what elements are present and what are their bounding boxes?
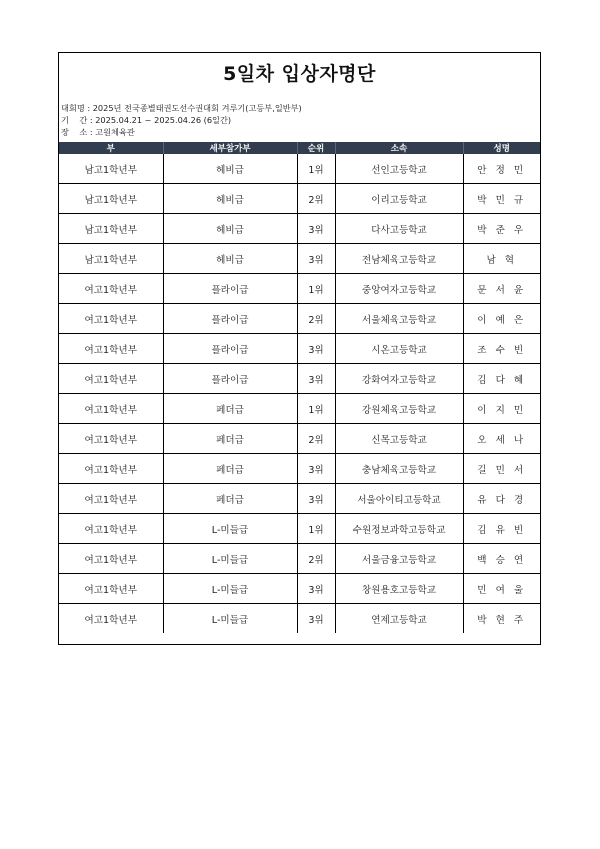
cell-weight-class: 페더급	[163, 424, 297, 454]
table-row	[59, 394, 540, 424]
cell-weight-class: L-미들급	[163, 544, 297, 574]
column-header-school: 소속	[335, 142, 463, 154]
cell-weight-class: 페더급	[163, 394, 297, 424]
cell-school: 서울금융고등학교	[335, 544, 463, 574]
cell-division: 여고1학년부	[59, 484, 163, 514]
event-venue-value: 고원체육관	[95, 127, 135, 137]
cell-name: 길 민 서	[463, 454, 540, 484]
cell-rank: 2위	[297, 544, 335, 574]
cell-name: 안 정 민	[463, 154, 540, 184]
cell-name: 이 지 민	[463, 394, 540, 424]
table-row	[59, 484, 540, 514]
cell-school: 선인고등학교	[335, 154, 463, 184]
cell-division: 남고1학년부	[59, 184, 163, 214]
cell-division: 여고1학년부	[59, 424, 163, 454]
table-row	[59, 304, 540, 334]
cell-division: 남고1학년부	[59, 244, 163, 274]
results-table-header	[59, 142, 540, 154]
cell-weight-class: 플라이급	[163, 274, 297, 304]
cell-rank: 1위	[297, 274, 335, 304]
cell-weight-class: 헤비급	[163, 214, 297, 244]
event-info	[59, 102, 540, 138]
cell-division: 남고1학년부	[59, 214, 163, 244]
cell-rank: 3위	[297, 334, 335, 364]
cell-division: 여고1학년부	[59, 454, 163, 484]
cell-school: 창원용호고등학교	[335, 574, 463, 604]
cell-school: 이리고등학교	[335, 184, 463, 214]
cell-division: 여고1학년부	[59, 604, 163, 634]
table-row	[59, 214, 540, 244]
cell-school: 연제고등학교	[335, 604, 463, 634]
column-header-rank: 순위	[297, 142, 335, 154]
table-row	[59, 424, 540, 454]
cell-name: 문 서 윤	[463, 274, 540, 304]
cell-rank: 3위	[297, 484, 335, 514]
cell-weight-class: 페더급	[163, 454, 297, 484]
cell-rank: 2위	[297, 184, 335, 214]
cell-weight-class: 플라이급	[163, 334, 297, 364]
cell-name: 박 민 규	[463, 184, 540, 214]
page-title: 5일차 입상자명단	[223, 63, 376, 85]
column-header-weight-class: 세부참가부	[163, 142, 297, 154]
cell-rank: 3위	[297, 364, 335, 394]
cell-division: 여고1학년부	[59, 334, 163, 364]
cell-name: 민 여 울	[463, 574, 540, 604]
cell-rank: 3위	[297, 604, 335, 634]
table-row	[59, 604, 540, 634]
cell-weight-class: 플라이급	[163, 304, 297, 334]
cell-rank: 1위	[297, 154, 335, 184]
cell-school: 전남체육고등학교	[335, 244, 463, 274]
cell-division: 여고1학년부	[59, 304, 163, 334]
table-row	[59, 364, 540, 394]
event-name-line	[59, 102, 540, 114]
table-row	[59, 244, 540, 274]
cell-rank: 3위	[297, 214, 335, 244]
event-period-label: 기 간 :	[61, 115, 93, 125]
cell-school: 서울아이티고등학교	[335, 484, 463, 514]
table-row	[59, 544, 540, 574]
cell-name: 이 예 은	[463, 304, 540, 334]
cell-name: 유 다 경	[463, 484, 540, 514]
cell-school: 신목고등학교	[335, 424, 463, 454]
cell-school: 강화여자고등학교	[335, 364, 463, 394]
table-row	[59, 184, 540, 214]
cell-rank: 3위	[297, 574, 335, 604]
event-name-label: 대회명 :	[61, 103, 91, 113]
cell-name: 남 혁	[463, 244, 540, 274]
cell-weight-class: L-미들급	[163, 604, 297, 634]
cell-name: 백 승 연	[463, 544, 540, 574]
cell-name: 김 유 빈	[463, 514, 540, 544]
cell-school: 수원정보과학고등학교	[335, 514, 463, 544]
column-header-division: 부	[59, 142, 163, 154]
event-venue-line	[59, 126, 540, 138]
cell-division: 여고1학년부	[59, 364, 163, 394]
event-period-value: 2025.04.21 ~ 2025.04.26 (6일간)	[95, 115, 232, 125]
cell-division: 여고1학년부	[59, 394, 163, 424]
table-row	[59, 154, 540, 184]
cell-division: 여고1학년부	[59, 544, 163, 574]
column-header-name: 성명	[463, 142, 540, 154]
cell-division: 남고1학년부	[59, 154, 163, 184]
cell-rank: 3위	[297, 454, 335, 484]
cell-rank: 2위	[297, 304, 335, 334]
cell-name: 조 수 빈	[463, 334, 540, 364]
table-row	[59, 274, 540, 304]
cell-name: 오 세 나	[463, 424, 540, 454]
cell-weight-class: 헤비급	[163, 154, 297, 184]
cell-rank: 3위	[297, 244, 335, 274]
cell-weight-class: L-미들급	[163, 514, 297, 544]
event-name-value: 2025년 전국종별태권도선수권대회 겨루기(고등부,일반부)	[92, 103, 302, 113]
table-row	[59, 334, 540, 364]
cell-rank: 2위	[297, 424, 335, 454]
cell-division: 여고1학년부	[59, 274, 163, 304]
cell-division: 여고1학년부	[59, 574, 163, 604]
cell-weight-class: 헤비급	[163, 244, 297, 274]
cell-school: 강원체육고등학교	[335, 394, 463, 424]
event-period-line	[59, 114, 540, 126]
results-table-body	[59, 154, 540, 633]
cell-school: 다사고등학교	[335, 214, 463, 244]
cell-weight-class: 헤비급	[163, 184, 297, 214]
cell-rank: 1위	[297, 394, 335, 424]
table-row	[59, 454, 540, 484]
event-venue-label: 장 소 :	[61, 127, 93, 137]
cell-name: 김 다 혜	[463, 364, 540, 394]
results-table	[59, 142, 540, 633]
cell-name: 박 준 우	[463, 214, 540, 244]
cell-name: 박 현 주	[477, 614, 527, 626]
cell-weight-class: 페더급	[163, 484, 297, 514]
results-sheet	[58, 52, 541, 645]
cell-school: 중앙여자고등학교	[335, 274, 463, 304]
cell-school: 시온고등학교	[335, 334, 463, 364]
cell-division: 여고1학년부	[59, 514, 163, 544]
table-row	[59, 514, 540, 544]
cell-school: 서울체육고등학교	[335, 304, 463, 334]
cell-rank: 1위	[297, 514, 335, 544]
cell-school: 충남체육고등학교	[335, 454, 463, 484]
cell-weight-class: L-미들급	[163, 574, 297, 604]
table-row	[59, 574, 540, 604]
cell-weight-class: 플라이급	[163, 364, 297, 394]
